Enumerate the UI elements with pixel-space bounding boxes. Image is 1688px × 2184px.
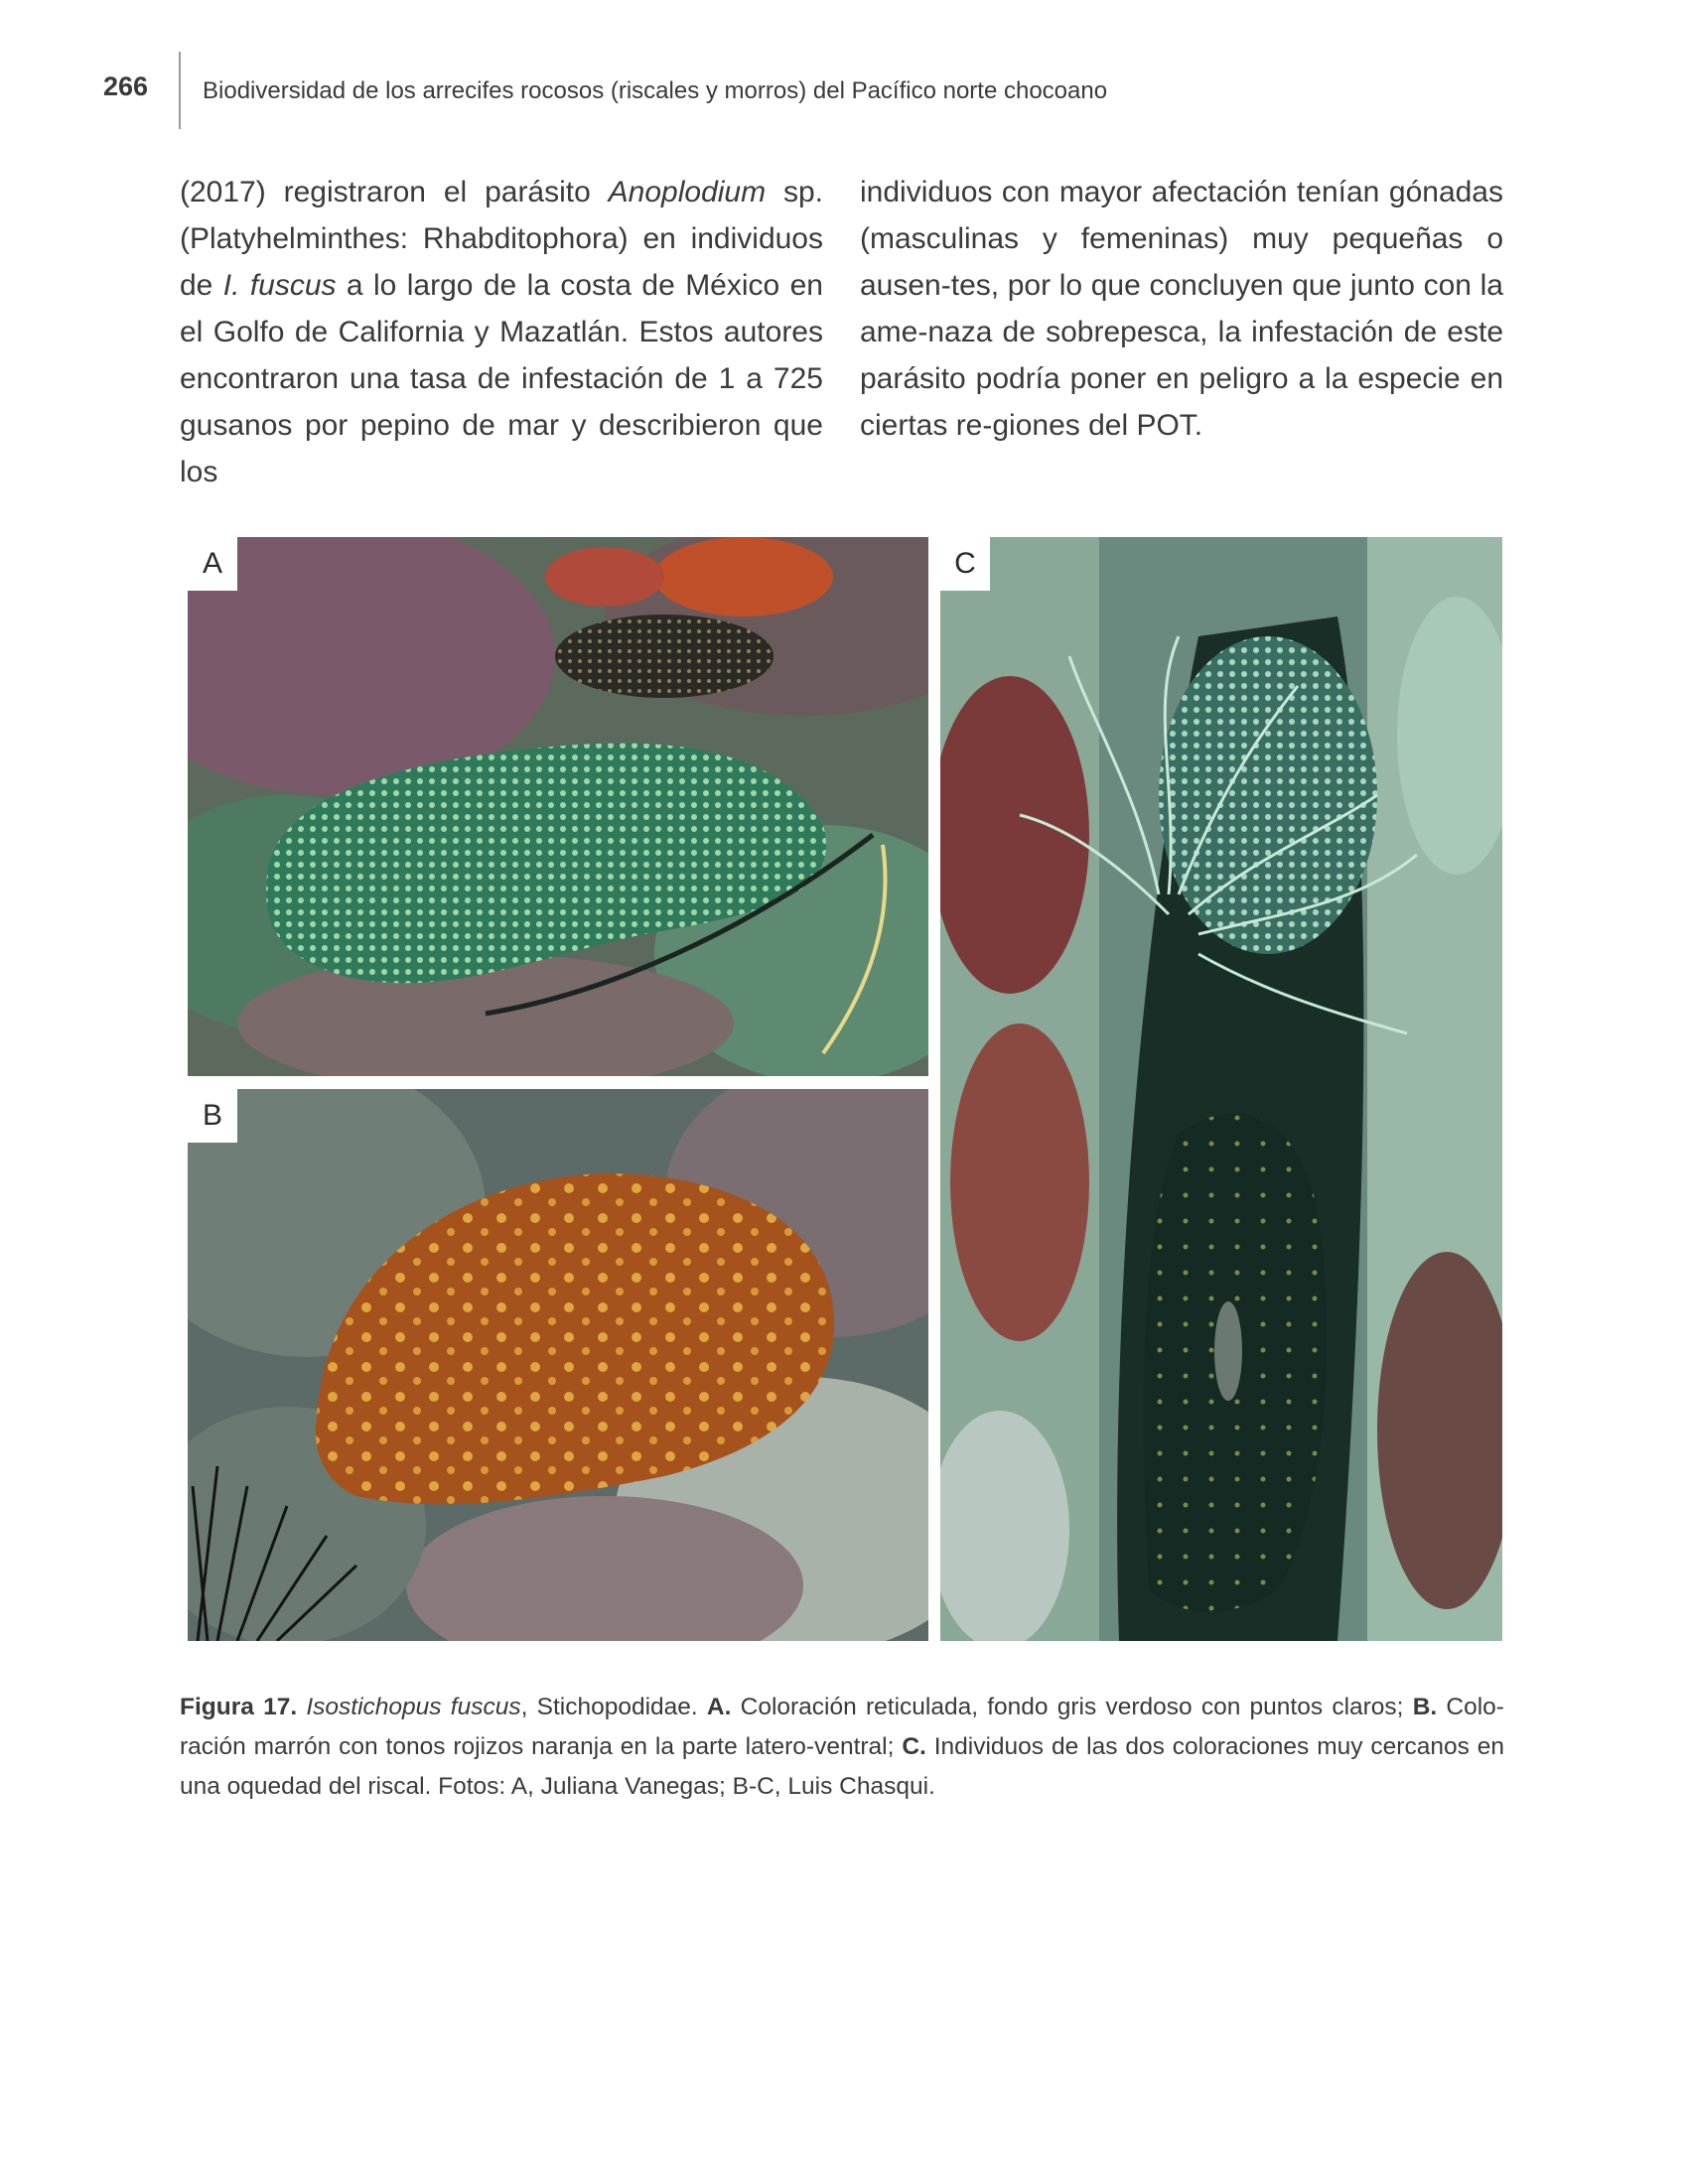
- body-paragraph-right: individuos con mayor afectación tenían gónadas (masculinas y femeninas) muy pequeñas o ausen-tes, por lo que concluyen que junto con la ame-naza de sobrepesca, la infestación de este parásito podría poner en peligro a la especie en ciertas re-giones del POT.: [860, 176, 1503, 442]
- panel-label-b: B: [188, 1089, 237, 1143]
- photo-b-image: [188, 1089, 928, 1641]
- body-paragraph-left: [180, 169, 823, 495]
- caption-species: Isostichopus fuscus: [306, 1694, 521, 1720]
- genus-name: Anoplodium: [608, 176, 767, 208]
- caption-a-text: Coloración reticulada, fondo gris verdoso con puntos claros;: [731, 1694, 1413, 1720]
- running-head: Biodiversidad de los arrecifes rocosos (riscales y morros) del Pacífico norte chocoano: [203, 77, 1108, 104]
- caption-c-text: Individuos de las dos coloraciones muy cercanos en una oquedad del riscal. Fotos: A, Juliana Vanegas; B-C, Luis Chasqui.: [180, 1733, 1504, 1800]
- figure-label: Figura 17.: [180, 1694, 298, 1720]
- caption-b-text: Colo-ración marrón con tonos rojizos naranja en la parte latero-ventral;: [180, 1694, 1504, 1760]
- caption-a-label: A.: [706, 1694, 732, 1720]
- panel-label-a: A: [188, 537, 237, 591]
- photo-panel-b: [188, 1089, 928, 1641]
- text-run: (2017) registraron el parásito: [180, 176, 609, 208]
- photo-c-image: [940, 537, 1502, 1641]
- caption-b-label: B.: [1412, 1694, 1438, 1720]
- photo-a-image: [188, 537, 928, 1076]
- page-number: 266: [103, 71, 149, 101]
- panel-label-c: C: [940, 537, 990, 591]
- caption-c-label: C.: [902, 1733, 926, 1760]
- header-divider: [179, 52, 181, 129]
- photo-panel-a: [188, 537, 928, 1076]
- species-name: I. fuscus: [222, 269, 337, 302]
- text-run: sp. (Platyhelminthes: Rhabditophora) en individuos de: [180, 176, 823, 302]
- caption-family: , Stichopodidae.: [520, 1694, 707, 1720]
- body-column-right: [860, 169, 1503, 449]
- body-column-left: [180, 169, 823, 495]
- text-run: a lo largo de la costa de México en el Golfo de California y Mazatlán. Estos autores encontraron una tasa de infestación de 1 a 725 gusanos por pepino de mar y describieron que los: [180, 269, 823, 488]
- photo-panel-c: [940, 537, 1502, 1641]
- figure-caption: [180, 1688, 1504, 1807]
